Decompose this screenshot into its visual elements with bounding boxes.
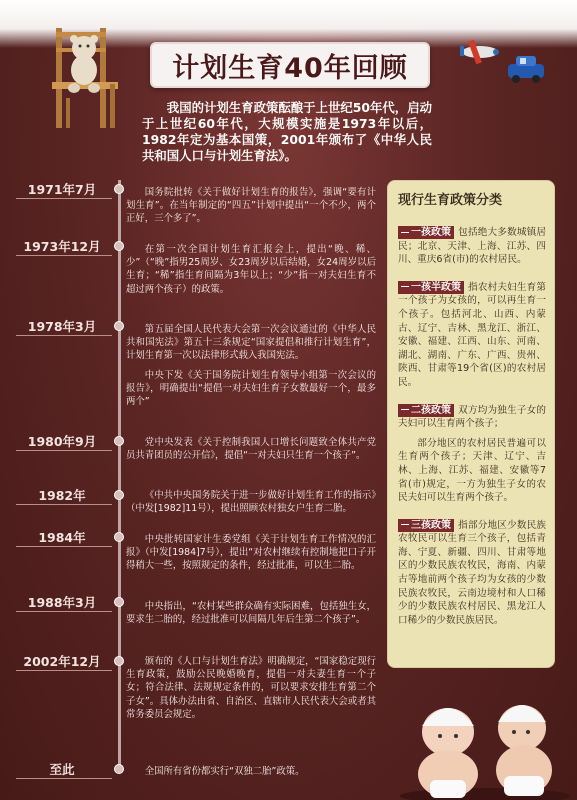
timeline-event (126, 243, 376, 296)
policy-item (398, 281, 546, 390)
page-title: 计划生育40年回顾 (172, 52, 408, 84)
timeline-dot (114, 241, 124, 251)
policy-text: 指农村夫妇生育第一个孩子为女孩的，可以再生育一个孩子。包括河北、山西、内蒙古、辽宁、吉林、黑龙江、浙江、安徽、福建、江西、山东、河南、湖北、湖南、广东、广西、贵州、陕西、甘肃等19个省(区)的农村居民。 (398, 281, 546, 388)
timeline-event-text: 中央批转国家计生委党组《关于计划生育工作情况的汇报》（中发[1984]7号），提出“对农村继续有控制地把口子开得稍大一些，按照规定的条件，经过批准，可以生二胎。 (126, 534, 376, 572)
timeline-date: 1980年9月 (12, 432, 112, 450)
intro-paragraph: 我国的计划生育政策酝酿于上世纪50年代，启动于上世纪60年代，大规模实施是1973年以后，1982年定为基本国策，2001年颁布了《中华人民共和国人口与计划生育法》。 (142, 100, 432, 163)
sidebar-title: 现行生育政策分类 (398, 193, 503, 208)
timeline-date: 1988年3月 (12, 593, 112, 611)
timeline-axis (118, 180, 121, 772)
timeline-dot (114, 490, 124, 500)
policy-tag: 一孩政策 (398, 226, 454, 239)
timeline-dot (114, 764, 124, 774)
policy-sidebar (387, 180, 555, 668)
timeline-date: 1973年12月 (12, 237, 112, 255)
policy-item (398, 519, 546, 628)
teddy-bear-on-chair-illustration (50, 18, 126, 130)
timeline-event-text: 中央指出，“农村某些群众确有实际困难，包括独生女，要求生二胎的，经过批准可以间隔几年后生第二个孩子”。 (126, 601, 376, 626)
timeline-event-text: 在第一次全国计划生育汇报会上，提出“晚、稀、少”（“晚”指男25周岁、女23周岁以后结婚，女24周岁以后生育；“稀”指生育间隔为3年以上；“少”指一对夫妇生育不超过两个孩子）的政策。 (126, 244, 376, 295)
timeline-date: 1984年 (12, 528, 112, 546)
policy-text: 双方均为独生子女的夫妇可以生育两个孩子； (398, 404, 546, 430)
toy-airplane-icon (460, 40, 499, 65)
timeline-dot (114, 532, 124, 542)
timeline-dot (114, 184, 124, 194)
timeline-event-text: 全国所有省份都实行“双独二胎”政策。 (144, 766, 305, 777)
policy-text-2: 部分地区的农村居民普遍可以生育两个孩子；天津、辽宁、吉林、上海、江苏、福建、安徽等7省(市)规定，一方为独生子女的农民夫妇可以生育两个孩子。 (398, 437, 546, 504)
timeline-event (126, 655, 376, 721)
timeline-event-text: 国务院批转《关于做好计划生育的报告》，强调“要有计划生育”。在当年制定的“四五”计划中提出“一个不少，两个正好，三个多了”。 (126, 187, 376, 225)
timeline-event (126, 323, 376, 408)
timeline-event (126, 186, 376, 226)
policy-tag: 三孩政策 (398, 519, 454, 532)
timeline-event (126, 600, 376, 626)
policy-item (398, 404, 546, 505)
policy-tag: 二孩政策 (398, 404, 454, 417)
timeline-event (126, 765, 376, 778)
policy-tag: 一孩半政策 (398, 281, 464, 294)
timeline-dot (114, 656, 124, 666)
timeline-event-text: 《中共中央国务院关于进一步做好计划生育工作的指示》（中发[1982]11号），提出照顾农村独女户生育二胎。 (126, 490, 376, 515)
timeline-dot (114, 597, 124, 607)
timeline-date: 2002年12月 (12, 652, 112, 670)
title-plate (150, 42, 430, 88)
timeline-event (126, 489, 376, 515)
policy-item (398, 226, 546, 267)
timeline-event-text-2: 中央下发《关于国务院计划生育领导小组第一次会议的报告》，明确提出“提倡一对夫妇生育子女数最好一个，最多两个” (126, 369, 376, 408)
timeline-date: 1978年3月 (12, 317, 112, 335)
toy-car-icon (508, 56, 544, 83)
timeline-dot (114, 436, 124, 446)
timeline-event-text: 第五届全国人民代表大会第一次会议通过的《中华人民共和国宪法》第五十三条规定“国家提倡和推行计划生育”，计划生育第一次以法律形式载入我国宪法。 (126, 324, 376, 362)
timeline-dot (114, 321, 124, 331)
timeline-event-text: 党中央发表《关于控制我国人口增长问题致全体共产党员共青团员的公开信》，提倡“一对夫妇只生育一个孩子”。 (126, 437, 376, 462)
timeline-date: 1982年 (12, 486, 112, 504)
policy-text: 包括绝大多数城镇居民；北京、天津、上海、江苏、四川、重庆6省(市)的农村居民。 (398, 227, 546, 266)
timeline-date: 1971年7月 (12, 180, 112, 198)
toys-illustration (450, 36, 550, 86)
timeline-event (126, 436, 376, 462)
timeline-event-text: 颁布的《人口与计划生育法》明确规定，“国家稳定现行生育政策，鼓励公民晚婚晚育，提倡一对夫妻生育一个子女；符合法律、法规规定条件的，可以要求安排生育第二个子女”。具体办法由省、自治区、直辖市人民代表大会或者其常务委员会规定。 (126, 656, 376, 720)
policy-text: 指部分地区少数民族农牧民可以生育三个孩子，包括青海、宁夏、新疆、四川、甘肃等地区的少数民族农牧民，海南、内蒙古等地前两个孩子均为女孩的少数民族农牧民，云南边境村和人口稀少的少数民族农村居民、黑龙江人口稀少的少数民族居民。 (398, 519, 546, 626)
timeline-date: 至此 (12, 760, 112, 778)
timeline-event (126, 533, 376, 573)
babies-photo (400, 670, 570, 800)
